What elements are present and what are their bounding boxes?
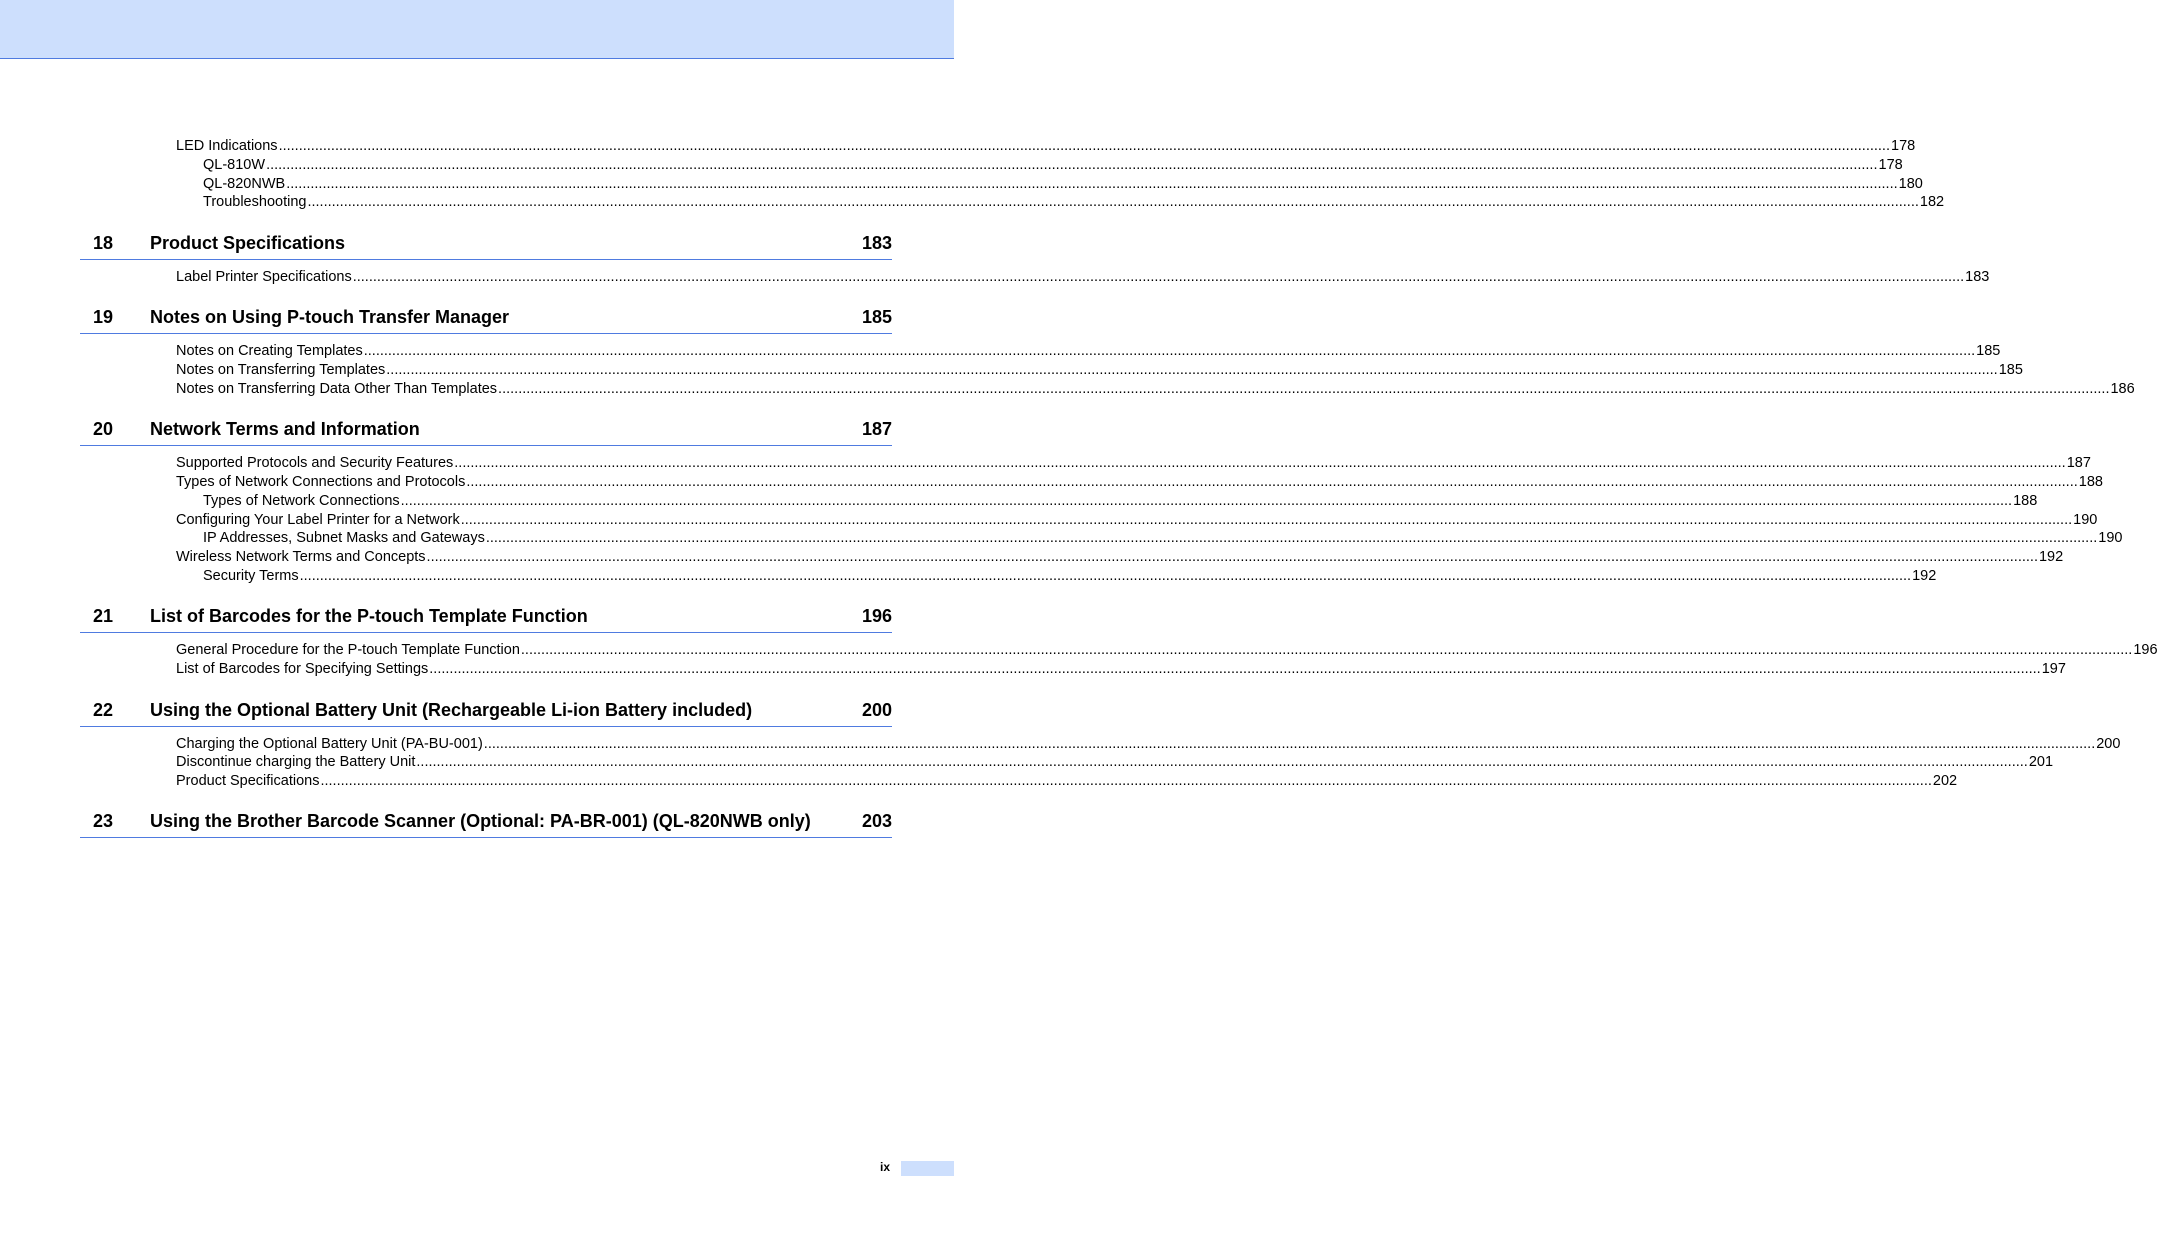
toc-entry-page: 190: [2098, 530, 2123, 546]
toc-entry-title: General Procedure for the P-touch Template Function: [176, 642, 520, 658]
toc-entry-title: Notes on Creating Templates: [176, 343, 363, 359]
toc-entry-page: 200: [2096, 736, 2121, 752]
dot-leader: ................................................................................................................................................................................................................................................................................................................................................................................................................: [299, 568, 1912, 584]
toc-entry[interactable]: [176, 268, 1990, 287]
chapter-heading[interactable]: [80, 700, 892, 727]
toc-entry-page: 185: [1976, 343, 2001, 359]
dot-leader: ................................................................................................................................................................................................................................................................................................................................................................................................................: [426, 549, 2038, 565]
chapter-heading[interactable]: [80, 233, 892, 260]
toc-entry-title: LED Indications: [176, 138, 278, 154]
toc-entry[interactable]: [203, 175, 1923, 194]
toc-entry-page: 188: [2013, 493, 2038, 509]
chapter-heading[interactable]: [80, 419, 892, 446]
toc-entry[interactable]: [203, 492, 2038, 511]
chapter-title: Notes on Using P-touch Transfer Manager: [150, 307, 510, 327]
toc-entry-title: IP Addresses, Subnet Masks and Gateways: [203, 530, 485, 546]
toc-entry[interactable]: [203, 193, 1945, 212]
toc-entry-title: Types of Network Connections: [203, 493, 400, 509]
toc-entry-page: 188: [2078, 474, 2103, 490]
toc-entry-title: Types of Network Connections and Protocols: [176, 474, 466, 490]
dot-leader: ................................................................................................................................................................................................................................................................................................................................................................................................................: [454, 455, 2066, 471]
toc-entry-page: 187: [2066, 455, 2091, 471]
toc-entry-page: 183: [1965, 269, 1990, 285]
toc-entry-page: 192: [1912, 568, 1937, 584]
toc-entry-title: Troubleshooting: [203, 194, 307, 210]
toc-entry[interactable]: [203, 567, 1937, 586]
chapter-number: 23: [93, 811, 114, 831]
toc-entry[interactable]: [176, 454, 2091, 473]
toc-entry-title: Wireless Network Terms and Concepts: [176, 549, 426, 565]
dot-leader: ................................................................................................................................................................................................................................................................................................................................................................................................................: [352, 269, 1965, 285]
chapter-title: Product Specifications: [150, 233, 346, 253]
chapter-page: 185: [861, 307, 892, 327]
dot-leader: ................................................................................................................................................................................................................................................................................................................................................................................................................: [485, 530, 2098, 546]
dot-leader: ................................................................................................................................................................................................................................................................................................................................................................................................................: [429, 661, 2041, 677]
chapter-page: 183: [861, 233, 892, 253]
toc-entry-page: 182: [1919, 194, 1945, 210]
toc-entry[interactable]: [176, 137, 1916, 156]
toc-entry[interactable]: [176, 753, 2054, 772]
toc-entry[interactable]: [176, 772, 1958, 791]
chapter-number: 21: [93, 606, 114, 626]
toc-entry-page: 196: [2133, 642, 2158, 658]
chapter-number: 19: [93, 307, 114, 327]
toc-entry[interactable]: [176, 342, 2001, 361]
toc-entry-page: 178: [1891, 138, 1916, 154]
toc-entry[interactable]: [176, 735, 2121, 754]
header-band: [0, 0, 954, 59]
toc-entry-page: 197: [2041, 661, 2066, 677]
dot-leader: ................................................................................................................................................................................................................................................................................................................................................................................................................: [460, 512, 2073, 528]
chapter-title: Using the Optional Battery Unit (Rechargeable Li-ion Battery included): [150, 700, 753, 720]
dot-leader: ................................................................................................................................................................................................................................................................................................................................................................................................................: [520, 642, 2133, 658]
chapter-number: 22: [93, 700, 114, 720]
chapter-page: 196: [861, 606, 892, 626]
chapter-page: 187: [861, 419, 892, 439]
toc-entry-title: Security Terms: [203, 568, 299, 584]
footer-tab: [901, 1161, 954, 1176]
toc-entry-page: 192: [2038, 549, 2064, 565]
chapter-number: 18: [93, 233, 114, 253]
toc-entry-title: Charging the Optional Battery Unit (PA-BU-001): [176, 736, 483, 752]
toc-entry-page: 178: [1878, 157, 1903, 173]
dot-leader: ................................................................................................................................................................................................................................................................................................................................................................................................................: [363, 343, 1976, 359]
dot-leader: ................................................................................................................................................................................................................................................................................................................................................................................................................: [400, 493, 2013, 509]
toc-entry-title: QL-820NWB: [203, 176, 286, 192]
chapter-title: List of Barcodes for the P-touch Template Function: [150, 606, 588, 626]
toc-entry-title: Notes on Transferring Templates: [176, 362, 386, 378]
toc-entry-page: 190: [2073, 512, 2098, 528]
dot-leader: ................................................................................................................................................................................................................................................................................................................................................................................................................: [466, 474, 2078, 490]
toc-entry[interactable]: [176, 641, 2158, 660]
toc-entry[interactable]: [203, 529, 2123, 548]
chapter-number: 20: [93, 419, 114, 439]
dot-leader: ................................................................................................................................................................................................................................................................................................................................................................................................................: [416, 754, 2028, 770]
toc-entry[interactable]: [176, 660, 2066, 679]
toc-entry-page: 201: [2028, 754, 2054, 770]
toc-entry-page: 185: [1998, 362, 2023, 378]
toc-entry-page: 180: [1898, 176, 1923, 192]
chapter-heading[interactable]: [80, 811, 892, 838]
toc-entry-title: Supported Protocols and Security Features: [176, 455, 454, 471]
chapter-title: Network Terms and Information: [150, 419, 420, 439]
dot-leader: ................................................................................................................................................................................................................................................................................................................................................................................................................: [386, 362, 1998, 378]
toc-entry-page: 202: [1932, 773, 1958, 789]
dot-leader: ................................................................................................................................................................................................................................................................................................................................................................................................................: [498, 381, 2110, 397]
dot-leader: ................................................................................................................................................................................................................................................................................................................................................................................................................: [307, 194, 1919, 210]
toc-entry-title: QL-810W: [203, 157, 266, 173]
toc-entry-title: Configuring Your Label Printer for a Network: [176, 512, 460, 528]
toc-entry-page: 186: [2110, 381, 2135, 397]
toc-entry[interactable]: [176, 473, 2103, 492]
toc-entry-title: Product Specifications: [176, 773, 320, 789]
toc-entry-title: List of Barcodes for Specifying Settings: [176, 661, 429, 677]
page-number: ix: [880, 1160, 891, 1174]
dot-leader: ................................................................................................................................................................................................................................................................................................................................................................................................................: [286, 176, 1898, 192]
dot-leader: ................................................................................................................................................................................................................................................................................................................................................................................................................: [278, 138, 1890, 154]
toc-entry[interactable]: [176, 361, 2023, 380]
chapter-page: 200: [861, 700, 892, 720]
dot-leader: ................................................................................................................................................................................................................................................................................................................................................................................................................: [266, 157, 1878, 173]
chapter-heading[interactable]: [80, 307, 892, 334]
toc-entry-title: Notes on Transferring Data Other Than Templates: [176, 381, 498, 397]
toc-entry-title: Discontinue charging the Battery Unit: [176, 754, 416, 770]
toc-entry[interactable]: [176, 511, 2098, 530]
toc-entry[interactable]: [176, 548, 2064, 567]
toc-entry[interactable]: [203, 156, 1903, 175]
dot-leader: ................................................................................................................................................................................................................................................................................................................................................................................................................: [320, 773, 1932, 789]
dot-leader: ................................................................................................................................................................................................................................................................................................................................................................................................................: [483, 736, 2096, 752]
chapter-page: 203: [861, 811, 892, 831]
chapter-title: Using the Brother Barcode Scanner (Optional: PA-BR-001) (QL-820NWB only): [150, 811, 811, 831]
chapter-heading[interactable]: [80, 606, 892, 633]
toc-entry-title: Label Printer Specifications: [176, 269, 352, 285]
toc-entry[interactable]: [176, 380, 2135, 399]
